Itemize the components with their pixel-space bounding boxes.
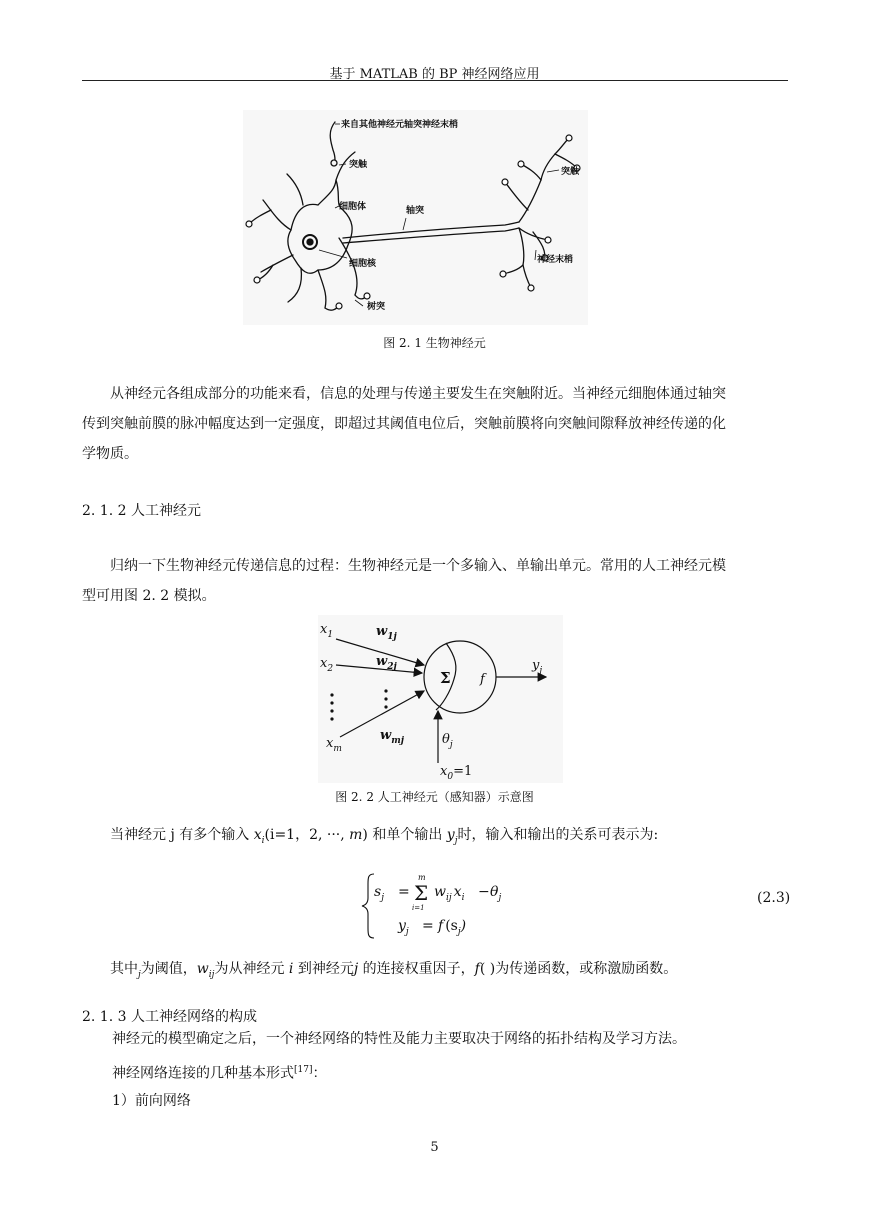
running-header: 基于 MATLAB 的 BP 神经网络应用 (329, 67, 540, 82)
section-heading-2-1-2: 2. 1. 2 人工神经元 (82, 503, 201, 519)
formula-wx: $w_{ij}$ $x_i$ (434, 884, 465, 903)
formula-theta: $\theta_j$ (490, 884, 502, 903)
bias-x0: $x_0=1$ (440, 764, 473, 782)
paragraph-1-line-2: 传到突触前膜的脉冲幅度达到一定强度，即超过其阈值电位后，突触前膜将向突触间隙释放神经传递的化 (82, 416, 726, 432)
input-xm: $x_m$ (326, 736, 342, 754)
paragraph-6: 神经网络连接的几种基本形式[17]： (112, 1065, 327, 1082)
svg-text:i=1: i=1 (412, 904, 425, 912)
threshold-theta: $\theta_j$ (442, 732, 453, 750)
formula-y: $y_j$ (398, 918, 409, 937)
label-dendrite: 树突 (367, 302, 386, 312)
svg-text:Σ: Σ (414, 881, 429, 905)
header-divider (82, 80, 788, 81)
figure1-caption: 图 2. 1 生物神经元 (383, 336, 486, 350)
label-synapse-right: 突触 (561, 167, 580, 177)
label-cell-body: 细胞体 (339, 202, 367, 212)
paragraph-4: 其中$_j$为阈值，$w_{ij}$为从神经元 i 到神经元j 的连接权重因子，f( )为传递函数，或称激励函数。 (110, 961, 678, 980)
svg-text:=: = (422, 918, 434, 934)
paragraph-1-line-3: 学物质。 (82, 446, 138, 462)
activation-f: f (480, 672, 485, 687)
paragraph-2-line-1: 归纳一下生物神经元传递信息的过程：生物神经元是一个多输入、单输出单元。常用的人工神经元模 (110, 558, 726, 574)
artificial-neuron-figure (318, 615, 563, 783)
input-x1: $x_1$ (320, 622, 334, 640)
label-nucleus: 细胞核 (349, 259, 377, 269)
label-nerve-ending: 神经末梢 (537, 255, 574, 265)
paragraph-5: 神经元的模型确定之后，一个神经网络的特性及能力主要取决于网络的拓扑结构及学习方法。 (112, 1031, 686, 1047)
formula-2-3 (360, 870, 540, 942)
equation-number: (2.3) (757, 890, 791, 906)
svg-text:−: − (478, 884, 490, 900)
input-x2: $x_2$ (320, 656, 334, 674)
label-source-axon: 来自其他神经元轴突神经末梢 (341, 120, 459, 130)
formula-f: f $(s_j)$ (438, 918, 467, 937)
section-heading-2-1-3: 2. 1. 3 人工神经网络的构成 (82, 1009, 257, 1025)
formula-s: $s_j$ (374, 884, 384, 903)
weight-w2j: $w_{2j}$ (376, 654, 397, 672)
label-synapse-left: 突触 (349, 160, 368, 170)
svg-text:=: = (398, 884, 410, 900)
list-item-feedforward: 1）前向网络 (112, 1093, 191, 1109)
paragraph-2-line-2: 型可用图 2. 2 模拟。 (82, 588, 216, 604)
paragraph-1-line-1: 从神经元各组成部分的功能来看，信息的处理与传递主要发生在突触附近。当神经元细胞体通过轴突 (110, 386, 726, 402)
weight-wmj: $w_{mj}$ (380, 728, 404, 746)
label-axon: 轴突 (406, 206, 425, 216)
paragraph-3: 当神经元 j 有多个输入 $x_i(i=1$，2, ···, m) 和单个输出 $y_j$时，输入和输出的关系可表示为: (110, 827, 659, 846)
page-number: 5 (430, 1140, 439, 1155)
weight-w1j: $w_{1j}$ (376, 624, 397, 642)
svg-text:m: m (418, 873, 426, 882)
biological-neuron-figure (243, 110, 588, 325)
summation-sigma: Σ (440, 669, 451, 687)
output-yj: $y_j$ (532, 658, 543, 676)
figure2-caption: 图 2. 2 人工神经元（感知器）示意图 (335, 790, 534, 804)
